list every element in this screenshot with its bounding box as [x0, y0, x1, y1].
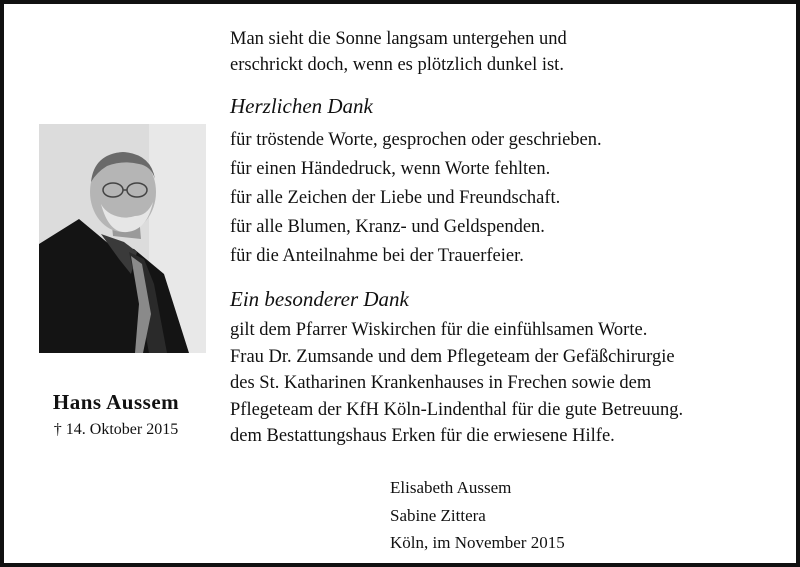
thanks-heading: Herzlichen Dank: [230, 94, 373, 118]
intro-line: erschrickt doch, wenn es plötzlich dunkel ist.: [230, 55, 564, 75]
special-thanks-heading: Ein besonderer Dank: [230, 287, 409, 311]
special-thanks-line: dem Bestattungshaus Erken für die erwiesene Hilfe.: [230, 426, 615, 446]
special-thanks-line: gilt dem Pfarrer Wiskirchen für die einfühlsamen Worte.: [230, 320, 648, 340]
signatory-name: Elisabeth Aussem: [390, 478, 512, 497]
special-thanks-line: Pflegeteam der KfH Köln-Lindenthal für die gute Betreuung.: [230, 399, 684, 420]
thanks-line: für einen Händedruck, wenn Worte fehlten.: [230, 159, 551, 179]
thanks-line: für alle Blumen, Kranz- und Geldspenden.: [230, 217, 545, 237]
special-thanks-line: des St. Katharinen Krankenhauses in Frechen sowie dem: [230, 373, 652, 393]
signatories: [390, 474, 511, 530]
intro-verse: [230, 26, 795, 78]
thanks-line: für alle Zeichen der Liebe und Freundschaft.: [230, 188, 561, 208]
thanks-list: [230, 126, 795, 271]
thanks-line: für die Anteilnahme bei der Trauerfeier.: [230, 246, 524, 266]
intro-line: Man sieht die Sonne langsam untergehen und: [230, 29, 567, 49]
deceased-name: Hans Aussem: [52, 390, 180, 414]
special-thanks-list: [230, 317, 795, 450]
thanks-line: für tröstende Worte, gesprochen oder geschrieben.: [230, 130, 602, 150]
death-date: † 14. Oktober 2015: [53, 421, 179, 438]
portrait-photo: [39, 124, 206, 353]
signatory-name: Sabine Zittera: [390, 506, 486, 525]
place-and-date: Köln, im November 2015: [390, 533, 565, 552]
special-thanks-line: Frau Dr. Zumsande und dem Pflegeteam der Gefäßchirurgie: [230, 346, 675, 367]
